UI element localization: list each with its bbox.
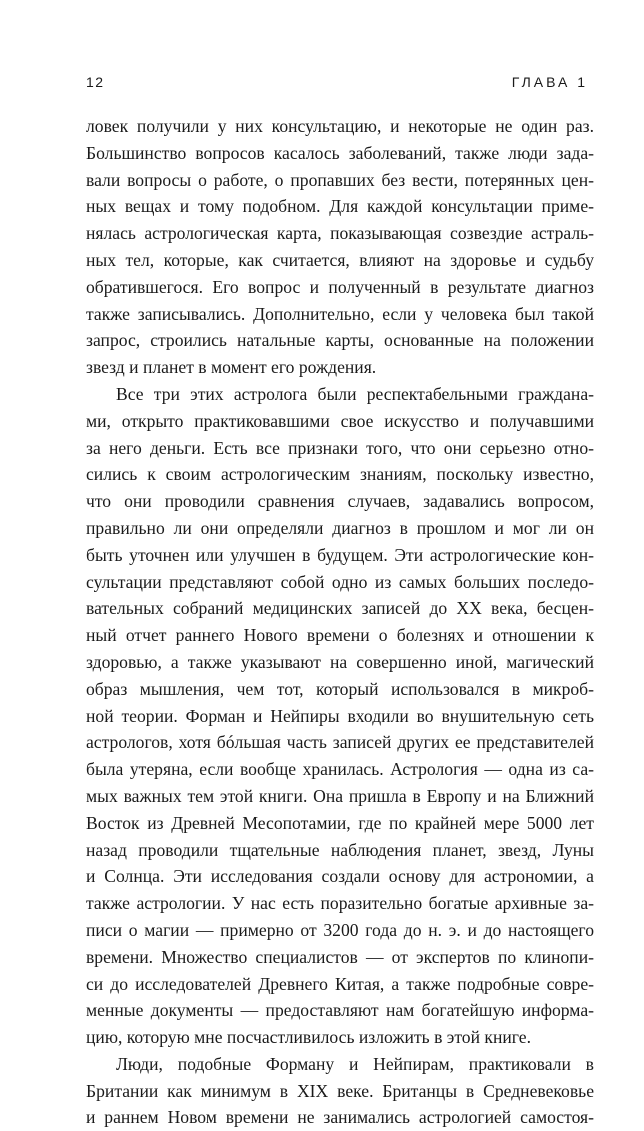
text-line: запрос, строились натальные карты, основанные на положении — [86, 330, 594, 351]
text-line: Восток из Древней Месопотамии, где по крайней мере 5000 лет — [86, 812, 594, 833]
text-line: Люди, подобные Форману и Нейпирам, практиковали в — [116, 1053, 594, 1074]
text-line: ных тел, которые, как считается, влияют на здоровье и судьбу — [86, 249, 594, 270]
text-line: звезд и планет в момент его рождения. — [86, 357, 377, 378]
text-line: Большинство вопросов касалось заболеваний, также люди зада- — [86, 142, 594, 163]
page-header — [86, 74, 588, 94]
text-line: писи о магии — примерно от 3200 года до н. э. и до настоящего — [86, 919, 594, 940]
text-line: сились к своим астрологическим знаниям, поскольку известно, — [86, 464, 594, 485]
text-line: быть уточнен или улучшен в будущем. Эти астрологические кон- — [86, 544, 594, 565]
text-line: вали вопросы о работе, о пропавших без вести, потерянных цен- — [86, 169, 594, 190]
text-line: сультации представляют собой одно из самых больших последо- — [86, 571, 594, 592]
body-text — [86, 113, 594, 1131]
text-line: также астрологии. У нас есть поразительно богатые архивные за- — [86, 893, 594, 914]
text-line: Британии как минимум в XIX веке. Британцы в Средневековье — [86, 1080, 594, 1101]
text-line: образ мышления, чем тот, который использовался в микроб- — [86, 678, 594, 699]
text-line: ный отчет раннего Нового времени о болезнях и отношении к — [86, 625, 594, 646]
text-line: си до исследователей Древнего Китая, а также подробные совре- — [86, 973, 594, 994]
text-line: здоровью, а также указывают на совершенно иной, магический — [86, 651, 594, 672]
text-line: ных вещах и тому подобном. Для каждой консультации приме- — [86, 196, 594, 217]
text-line: также записывались. Дополнительно, если у человека был такой — [86, 303, 594, 324]
text-line: вательных собраний медицинских записей до XX века, бесцен- — [86, 598, 594, 619]
text-line: и раннем Новом времени не занимались астрологией самостоя- — [86, 1107, 594, 1128]
chapter-running-head: ГЛАВА 1 — [511, 74, 588, 90]
text-line: нялась астрологическая карта, показывающая созвездие астраль- — [86, 223, 594, 244]
text-line: ми, открыто практиковавшими свое искусство и получавшими — [86, 410, 594, 431]
text-line: ной теории. Форман и Нейпиры входили во внушительную сеть — [86, 705, 594, 726]
text-line: что они проводили сравнения случаев, задавались вопросом, — [86, 491, 594, 512]
text-line: обратившегося. Его вопрос и полученный в результате диагноз — [86, 276, 594, 297]
page-number: 12 — [86, 74, 105, 90]
text-line: цию, которую мне посчастливилось изложить в этой книге. — [86, 1027, 531, 1048]
text-line: назад проводили тщательные наблюдения планет, звезд, Луны — [86, 839, 594, 860]
text-line: была утеряна, если вообще хранилась. Астрология — одна из са- — [86, 759, 594, 780]
text-line: ловек получили у них консультацию, и некоторые не один раз. — [86, 116, 594, 136]
text-line: менные документы — предоставляют нам богатейшую информа- — [86, 1000, 594, 1021]
text-line: за него деньги. Есть все признаки того, что они серьезно отно- — [86, 437, 594, 458]
text-line: мых важных тем этой книги. Она пришла в Европу и на Ближний — [86, 785, 594, 806]
paragraph — [86, 113, 594, 381]
text-line: правильно ли они определяли диагноз в прошлом и мог ли он — [86, 517, 594, 538]
paragraph — [86, 381, 594, 1051]
text-line: и Солнца. Эти исследования создали основу для астрономии, а — [86, 866, 594, 887]
text-line: времени. Множество специалистов — от экспертов по клинопи- — [86, 946, 594, 967]
text-line: Все три этих астролога были респектабельными граждана- — [116, 383, 594, 404]
text-line: астрологов, хотя бóльшая часть записей других ее представителей — [86, 732, 594, 753]
paragraph — [86, 1051, 594, 1131]
